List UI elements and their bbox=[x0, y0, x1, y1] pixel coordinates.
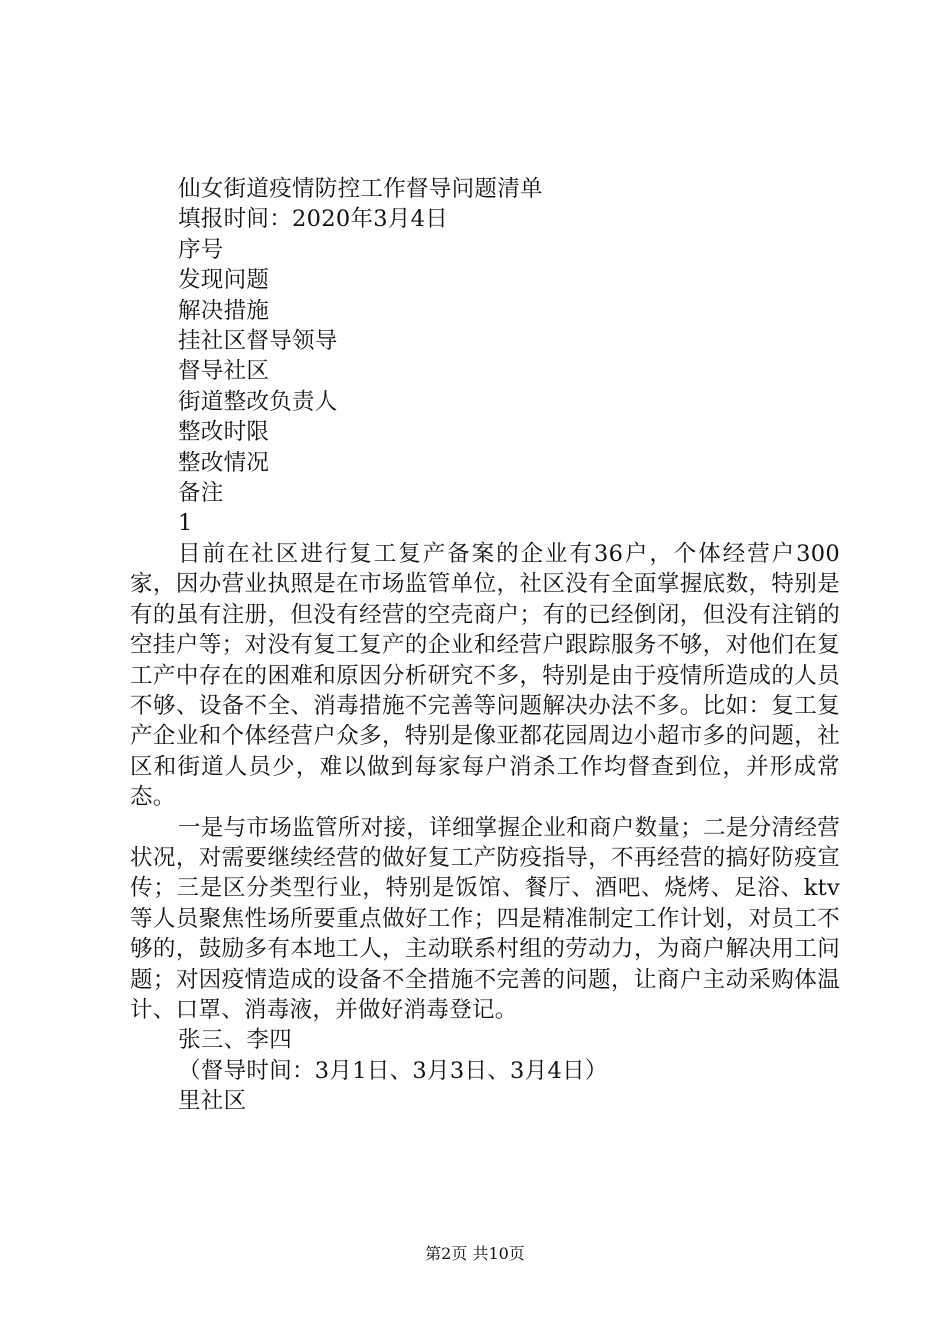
header-deadline: 整改时限 bbox=[178, 419, 270, 446]
measures-paragraph: 一是与市场监管所对接，详细掌握企业和商户数量；二是分清经营状况，对需要继续经营的做好复工产防疫指导，不再经营的搞好防疫宣传；三是区分类型行业，特别是饭馆、餐厅、酒吧、烧烤、足浴、ktv等人员聚焦性场所要重点做好工作；四是精准制定工作计划，对员工不够的，鼓励多有本地工人，主动联系村组的劳动力，为商户解决用工问题；对因疫情造成的设备不全措施不完善的问题，让商户主动采购体温计、口罩、消毒液，并做好消毒登记。 bbox=[130, 814, 840, 1023]
header-measures: 解决措施 bbox=[178, 297, 270, 324]
header-problem: 发现问题 bbox=[178, 267, 270, 294]
header-responsible: 街道整改负责人 bbox=[178, 388, 338, 415]
supervision-time: （督导时间：3月1日、3月3日、3月4日） bbox=[178, 1057, 608, 1084]
document-body bbox=[130, 174, 840, 1117]
document-title: 仙女街道疫情防控工作督导问题清单 bbox=[178, 176, 543, 202]
header-remarks: 备注 bbox=[178, 480, 224, 507]
page-number: 第2页 共10页 bbox=[425, 1244, 525, 1263]
row-number: 1 bbox=[178, 510, 193, 537]
header-serial: 序号 bbox=[178, 236, 224, 263]
leaders: 张三、李四 bbox=[178, 1027, 293, 1054]
header-leader: 挂社区督导领导 bbox=[178, 328, 338, 355]
fill-date: 填报时间：2020年3月4日 bbox=[178, 206, 449, 233]
community-name: 里社区 bbox=[178, 1088, 247, 1115]
header-community: 督导社区 bbox=[178, 358, 270, 385]
problem-paragraph: 目前在社区进行复工复产备案的企业有36户，个体经营户300家，因办营业执照是在市场监管单位，社区没有全面掌握底数，特别是有的虽有注册，但没有经营的空壳商户；有的已经倒闭，但没有注销的空挂户等；对没有复工复产的企业和经营户跟踪服务不够，对他们在复工产中存在的困难和原因分析研究不多，特别是由于疫情所造成的人员不够、设备不全、消毒措施不完善等问题解决办法不多。比如：复工复产企业和个体经营户众多，特别是像亚都花园周边小超市多的问题，社区和街道人员少，难以做到每家每户消杀工作均督查到位，并形成常态。 bbox=[130, 540, 840, 811]
header-status: 整改情况 bbox=[178, 449, 270, 476]
